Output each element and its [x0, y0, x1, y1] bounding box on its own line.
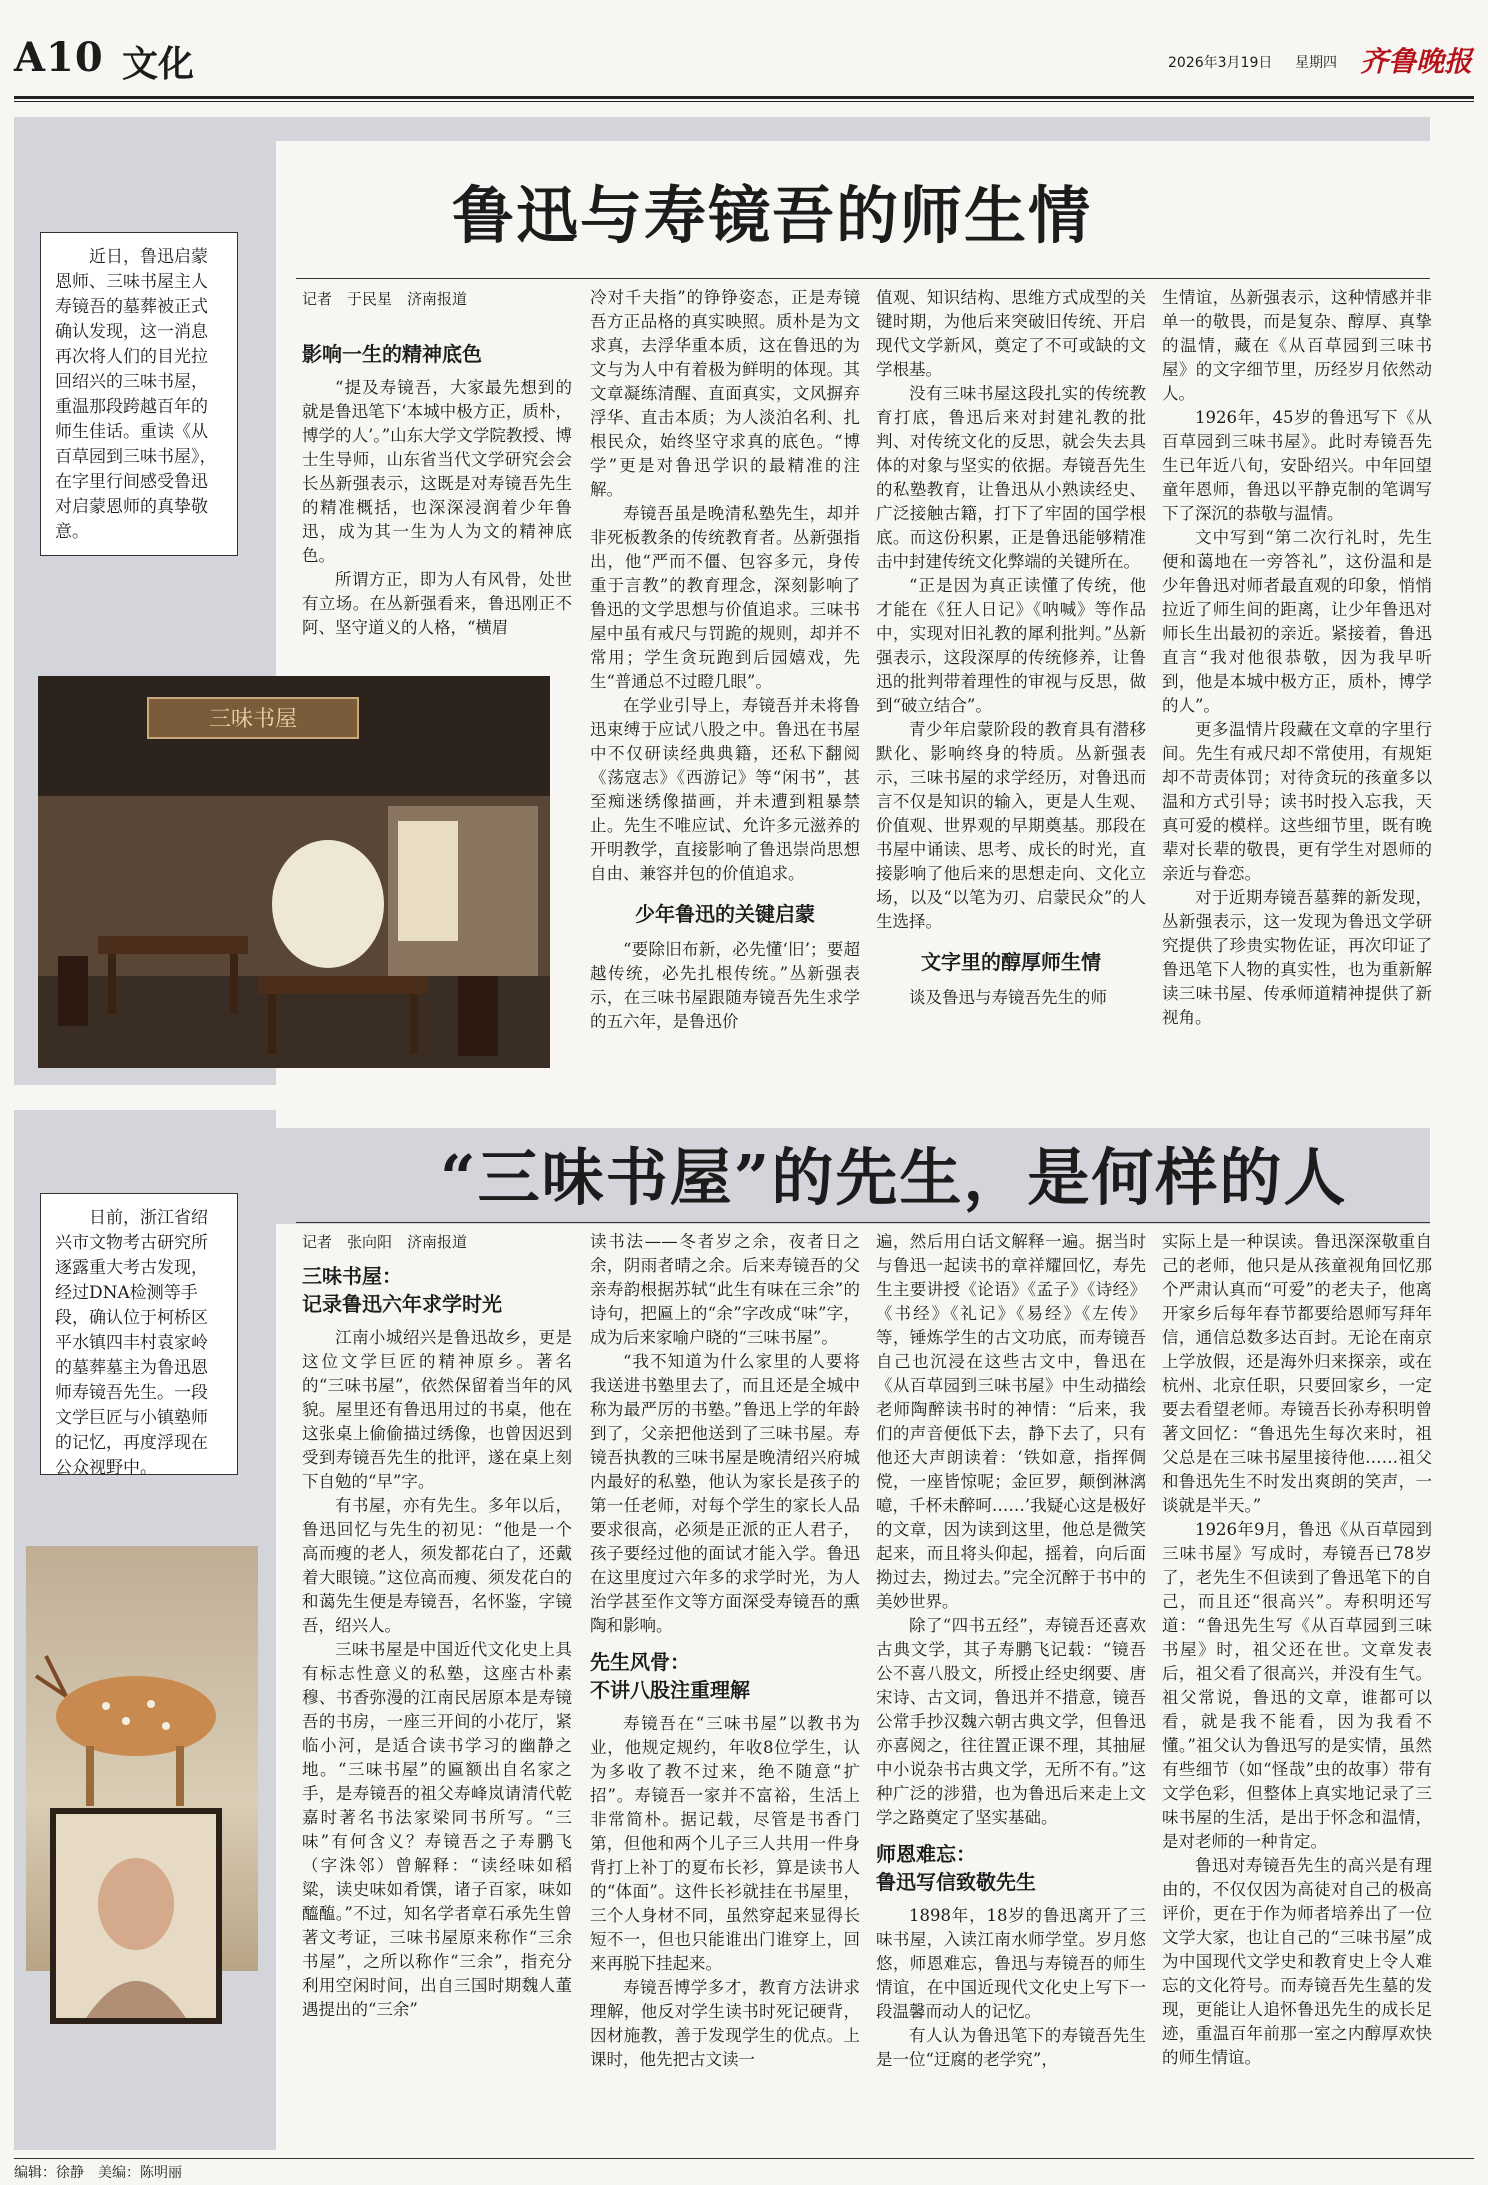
article1-subhead-2: 少年鲁迅的关键启蒙: [635, 902, 815, 926]
article1-subhead-1: 影响一生的精神底色: [302, 342, 482, 366]
paragraph: 鲁迅对寿镜吾先生的高兴是有理由的，不仅仅因为高徒对自己的极高评价，更在于作为师者培养出了一位文学大家，也让自己的“三味书屋”成为中国现代文学史和教育史上令人难忘的文化符号。而寿镜吾先生墓的发现，更能让人追怀鲁迅先生的成长足迹，重温百年前那一室之内醇厚欢快的师生情谊。: [1162, 1856, 1432, 2067]
article2-byline: 记者 张向阳 济南报道: [302, 1233, 468, 1251]
paragraph: 寿镜吾在“三味书屋”以教书为业，他规定规约，年收8位学生，认为多收了教不过来，绝不随意“扩招”。寿镜吾一家并不富裕，生活上非常简朴。据记载，尽管是书香门第，但他和两个儿子三人共用一件身背打上补丁的夏布长衫，算是读书人的“体面”。这件长衫就挂在书屋里，三个人身材不同，虽然穿起来显得长短不一，但也只能谁出门谁穿上，回来再脱下挂起来。: [590, 1714, 860, 1973]
paragraph: 1926年9月，鲁迅《从百草园到三味书屋》写成时，寿镜吾已78岁了，老先生不但读到了鲁迅笔下的自己，而且还“很高兴”。寿积明还写道：“鲁迅先生写《从百草园到三味书屋》时，祖父还在世。文章发表后，祖父看了很高兴，并没有生气。祖父常说，鲁迅的文章，谁都可以看，就是我不能看，因为我看不懂。”祖父认为鲁迅写的是实情，虽然有些细节（如“怪哉”虫的故事）带有文学色彩，但整体上真实地记录了三味书屋的生活，是出于怀念和温情，是对老师的一种肯定。: [1162, 1520, 1432, 1851]
article2-subhead-3b: 鲁迅写信致敬先生: [876, 1870, 1036, 1894]
paragraph: 谈及鲁迅与寿镜吾先生的师: [909, 988, 1107, 1007]
page-number: A10: [14, 34, 104, 81]
article2-byline-rule: [296, 1222, 1430, 1223]
article1-column-3: [876, 286, 1146, 1054]
article1-lead: 近日，鲁迅启蒙恩师、三味书屋主人寿镜吾的墓葬被正式确认发现，这一消息再次将人们的目光拉回绍兴的三味书屋，重温那段跨越百年的师生佳话。重读《从百草园到三味书屋》，在字里行间感受鲁迅对启蒙恩师的真挚敬意。: [40, 232, 238, 556]
article2-headline: “三味书屋”的先生，是何样的人: [440, 1141, 1348, 1214]
paragraph: 江南小城绍兴是鲁迅故乡，更是这位文学巨匠的精神原乡。著名的“三味书屋”，依然保留着当年的风貌。屋里还有鲁迅用过的书桌，他在这张桌上偷偷描过绣像，也曾因迟到受到寿镜吾先生的批评，遂在桌上刻下自勉的“早”字。: [302, 1328, 572, 1491]
paragraph: 值观、知识结构、思维方式成型的关键时期，为他后来突破旧传统、开启现代文学新风，奠定了不可或缺的文学根基。: [876, 288, 1146, 379]
paragraph: 在学业引导上，寿镜吾并未将鲁迅束缚于应试八股之中。鲁迅在书屋中不仅研读经典典籍，还私下翻阅《荡寇志》《西游记》等“闲书”，甚至痴迷绣像描画，并未遭到粗暴禁止。先生不唯应试、允许多元滋养的开明教学，直接影响了鲁迅崇尚思想自由、兼容并包的价值追求。: [590, 696, 860, 883]
paragraph: 读书法——冬者岁之余，夜者日之余，阴雨者晴之余。后来寿镜吾的父亲寿韵根据苏轼“此生有味在三余”的诗句，把匾上的“余”字改成“味”字，成为后来家喻户晓的“三味书屋”。: [590, 1232, 860, 1347]
article1-column-1: [302, 318, 572, 670]
article2-column-1: [302, 1260, 572, 2152]
article2-subhead-1b: 记录鲁迅六年求学时光: [302, 1292, 502, 1316]
article1-column-4: [1162, 286, 1432, 1054]
article1-headline: 鲁迅与寿镜吾的师生情: [452, 179, 1093, 252]
article2-subhead-3a: 师恩难忘：: [876, 1842, 976, 1866]
paragraph: “正是因为真正读懂了传统，他才能在《狂人日记》《呐喊》等作品中，实现对旧礼教的犀利批判。”丛新强表示，这段深厚的传统修养，让鲁迅的批判带着理性的审视与反思，做到“破立结合”。: [876, 576, 1146, 715]
newspaper-masthead: 齐鲁晚报: [1360, 45, 1473, 78]
paragraph: 寿镜吾博学多才，教育方法讲求理解，他反对学生读书时死记硬背，因材施教，善于发现学生的优点。上课时，他先把古文读一: [590, 1978, 860, 2069]
paragraph: “提及寿镜吾，大家最先想到的就是鲁迅笔下‘本城中极方正，质朴，博学的人’。”山东大学文学院教授、博士生导师，山东省当代文学研究会会长丛新强表示，这既是对寿镜吾先生的精准概括，也深深浸润着少年鲁迅，成为其一生为人为文的精神底色。: [302, 378, 572, 565]
paragraph: 三味书屋是中国近代文化史上具有标志性意义的私塾，这座古朴素穆、书香弥漫的江南民居原本是寿镜吾的书房，一座三开间的小花厅，紧临小河，是适合读书学习的幽静之地。“三味书屋”的匾额出自名家之手，是寿镜吾的祖父寿峰岚请清代乾嘉时著名书法家梁同书所写。“三味”有何含义？寿镜吾之子寿鹏飞（字洙邻）曾解释：“读经味如稻粱，读史味如肴馔，诸子百家，味如醯醢。”不过，知名学者章石承先生曾著文考证，三味书屋原来称作“三余书屋”，之所以称作“三余”，指充分利用空闲时间，出自三国时期魏人董遇提出的“三余”: [302, 1640, 572, 2019]
article2-subhead-2b: 不讲八股注重理解: [590, 1678, 750, 1702]
paragraph: 有人认为鲁迅笔下的寿镜吾先生是一位“迂腐的老学究”，: [876, 2026, 1146, 2069]
paragraph: 对于近期寿镜吾墓葬的新发现，丛新强表示，这一发现为鲁迅文学研究提供了珍贵实物佐证，再次印证了鲁迅笔下人物的真实性，也为重新解读三味书屋、传承师道精神提供了新视角。: [1162, 888, 1432, 1027]
issue-date: 2026年3月19日: [1168, 55, 1273, 71]
article1-byline-rule: [296, 278, 1430, 279]
plaque-text: 三味书屋: [208, 707, 298, 732]
paragraph: 冷对千夫指”的铮铮姿态，正是寿镜吾方正品格的真实映照。质朴是为文求真，去浮华重本质，这在鲁迅的为文与为人中有着极为鲜明的体现。其文章凝练清醒、直面真实，文风摒弃浮华、直击本质；为人淡泊名利、扎根民众，始终坚守求真的底色。“博学”更是对鲁迅学识的最精准的注解。: [590, 288, 860, 499]
paragraph: “要除旧布新，必先懂‘旧’；要超越传统，必先扎根传统。”丛新强表示，在三味书屋跟随寿镜吾先生求学的五六年，是鲁迅价: [590, 940, 860, 1031]
paragraph: 更多温情片段藏在文章的字里行间。先生有戒尺却不常使用，有规矩却不苛责体罚；对待贪玩的孩童多以温和方式引导；读书时投入忘我，天真可爱的模样。这些细节里，既有晚辈对长辈的敬畏，更有学生对恩师的亲近与眷恋。: [1162, 720, 1432, 883]
paragraph: 1898年，18岁的鲁迅离开了三味书屋，入读江南水师学堂。岁月悠悠，师恩难忘，鲁迅与寿镜吾的师生情谊，在中国近现代文化史上写下一段温馨而动人的记忆。: [876, 1906, 1146, 2021]
header-rule: [14, 96, 1474, 99]
article1-subhead-3: 文字里的醇厚师生情: [921, 950, 1101, 974]
footer-rule: [14, 2158, 1474, 2159]
header-rule-thin: [14, 101, 1474, 102]
article2-subhead-1a: 三味书屋：: [302, 1264, 402, 1288]
editor-credits: 编辑：徐静 美编：陈明丽: [14, 2165, 182, 2181]
paragraph: 1926年，45岁的鲁迅写下《从百草园到三味书屋》。此时寿镜吾先生已年近八旬，安卧绍兴。中年回望童年恩师，鲁迅以平静克制的笔调写下了深沉的恭敬与温情。: [1162, 408, 1432, 523]
paragraph: 寿镜吾虽是晚清私塾先生，却并非死板教条的传统教育者。丛新强指出，他“严而不僵、包容多元，身传重于言教”的教育理念，深刻影响了鲁迅的文学思想与价值追求。三味书屋中虽有戒尺与罚跪的规则，却并不常用；学生贪玩跑到后园嬉戏，先生“普通总不过瞪几眼”。: [590, 504, 860, 691]
paragraph: 有书屋，亦有先生。多年以后，鲁迅回忆与先生的初见：“他是一个高而瘦的老人，须发都花白了，还戴着大眼镜。”这位高而瘦、须发花白的和蔼先生便是寿镜吾，名怀鉴，字镜吾，绍兴人。: [302, 1496, 572, 1635]
issue-weekday: 星期四: [1295, 55, 1337, 71]
article2-subhead-2a: 先生风骨：: [590, 1650, 690, 1674]
article2-lead: 日前，浙江省绍兴市文物考古研究所逐露重大考古发现，经过DNA检测等手段，确认位于柯桥区平水镇四丰村袁家岭的墓葬墓主为鲁迅恩师寿镜吾先生。一段文学巨匠与小镇塾师的记忆，再度浮现在公众视野中。: [40, 1193, 238, 1475]
article2-column-4: [1162, 1230, 1432, 2152]
classroom-illustration: [38, 676, 550, 1068]
paragraph: 青少年启蒙阶段的教育具有潜移默化、影响终身的特质。丛新强表示，三味书屋的求学经历，对鲁迅而言不仅是知识的输入，更是人生观、价值观、世界观的早期奠基。那段在书屋中诵读、思考、成长的时光，直接影响了他后来的思想走向、文化立场，以及“以笔为刃、启蒙民众”的人生选择。: [876, 720, 1146, 931]
article2-column-3: [876, 1230, 1146, 2152]
paragraph: 遍，然后用白话文解释一遍。据当时与鲁迅一起读书的章祥耀回忆，寿先生主要讲授《论语》《孟子》《诗经》《书经》《礼记》《易经》《左传》等，锤炼学生的古文功底，而寿镜吾自己也沉浸在这些古文中，鲁迅在《从百草园到三味书屋》中生动描绘老师陶醉读书时的神情：“后来，我们的声音便低下去，静下去了，只有他还大声朗读着：‘铁如意，指挥倜傥，一座皆惊呢；金叵罗，颠倒淋漓噫，千杯未醉呵……’我疑心这是极好的文章，因为读到这里，他总是微笑起来，而且将头仰起，摇着，向后面拗过去，拗过去。”完全沉醉于书中的美妙世界。: [876, 1232, 1146, 1611]
section-title: 文化: [122, 43, 195, 85]
shou-jingwu-portrait-photo: [50, 1808, 222, 2024]
paragraph: 生情谊，丛新强表示，这种情感并非单一的敬畏，而是复杂、醇厚、真挚的温情，藏在《从百草园到三味书屋》的文字细节里，历经岁月依然动人。: [1162, 288, 1432, 403]
paragraph: 除了“四书五经”，寿镜吾还喜欢古典文学，其子寿鹏飞记载：“镜吾公不喜八股文，所授止经史纲要、唐宋诗、古文词，鲁迅并不措意，镜吾公常手抄汉魏六朝古典文学，但鲁迅亦喜阅之，往往置正课不理，其抽屉中小说杂书古典文学，无所不有。”这种广泛的涉猎，也为鲁迅后来走上文学之路奠定了坚实基础。: [876, 1616, 1146, 1827]
paragraph: 没有三味书屋这段扎实的传统教育打底，鲁迅后来对封建礼教的批判、对传统文化的反思，就会失去具体的对象与坚实的依据。寿镜吾先生的私塾教育，让鲁迅从小熟读经史、广泛接触古籍，打下了牢固的国学根底。而这份积累，正是鲁迅能够精准击中封建传统文化弊端的关键所在。: [876, 384, 1146, 571]
article2-column-2: [590, 1230, 860, 2152]
paragraph: 文中写到“第二次行礼时，先生便和蔼地在一旁答礼”，这份温和是少年鲁迅对师者最直观的印象，悄悄拉近了师生间的距离，让少年鲁迅对师长生出最初的亲近。紧接着，鲁迅直言“我对他很恭敬，因为我早听到，他是本城中极方正，质朴，博学的人”。: [1162, 528, 1432, 715]
paragraph: “我不知道为什么家里的人要将我送进书塾里去了，而且还是全城中称为最严厉的书塾。”鲁迅上学的年龄到了，父亲把他送到了三味书屋。寿镜吾执教的三味书屋是晚清绍兴府城内最好的私塾，他认为家长是孩子的第一任老师，对每个学生的家长人品要求很高，必须是正派的正人君子，孩子要经过他的面试才能入学。鲁迅在这里度过六年多的求学时光，为人治学甚至作文等方面深受寿镜吾的熏陶和影响。: [590, 1352, 860, 1635]
article1-byline: 记者 于民星 济南报道: [302, 290, 468, 308]
article1-column-2: [590, 286, 860, 1054]
paragraph: 所谓方正，即为人有风骨，处世有立场。在丛新强看来，鲁迅刚正不阿、坚守道义的人格，“横眉: [302, 570, 572, 637]
sanwei-study-interior-photo: [38, 676, 550, 1068]
paragraph: 实际上是一种误读。鲁迅深深敬重自己的老师，他只是从孩童视角回忆那个严肃认真而“可爱”的老夫子，他离开家乡后每年春节都要给恩师写拜年信，通信总数多达百封。无论在南京上学放假，还是海外归来探亲，或在杭州、北京任职，只要回家乡，一定要去看望老师。寿镜吾长孙寿积明曾著文回忆：“鲁迅先生每次来时，祖父总是在三味书屋里接待他……祖父和鲁迅先生不时发出爽朗的笑声，一谈就是半天。”: [1162, 1232, 1432, 1515]
portrait-illustration: [56, 1814, 216, 2018]
